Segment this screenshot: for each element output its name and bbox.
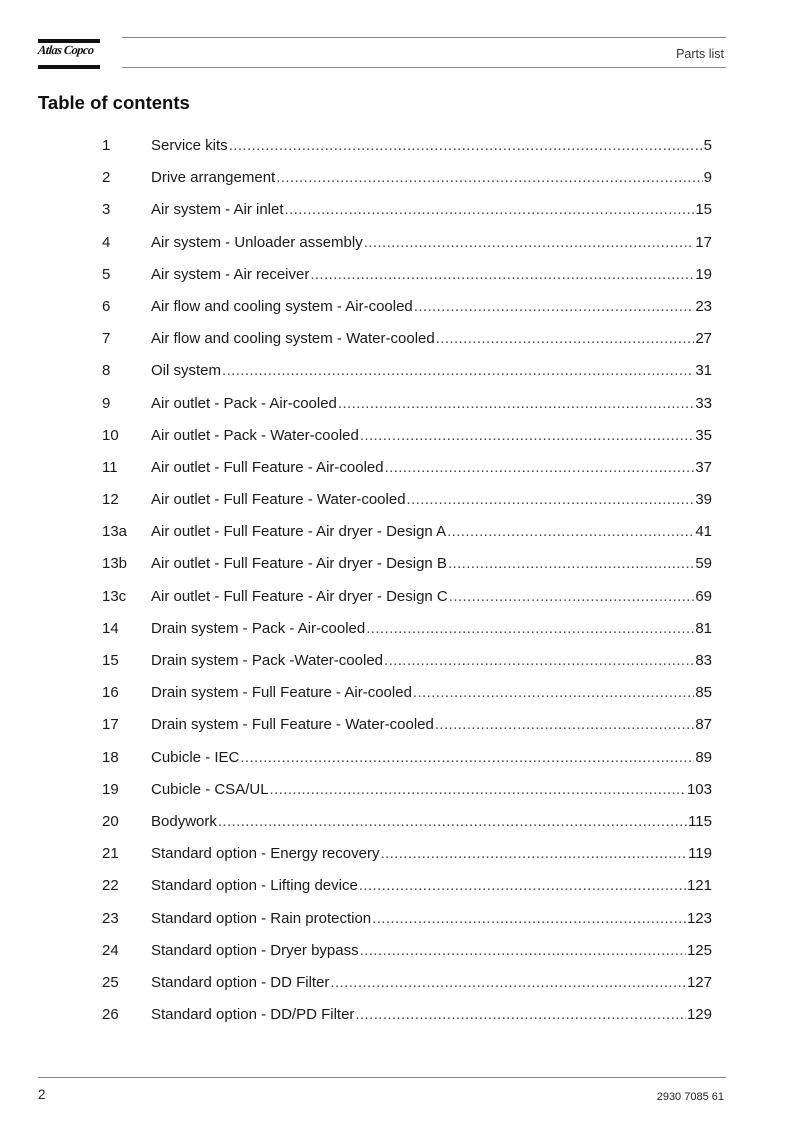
toc-entry-page: 81 — [695, 619, 712, 637]
toc-entry-number: 18 — [102, 748, 119, 766]
toc-dot-leader — [310, 259, 694, 291]
toc-entry-page: 89 — [695, 748, 712, 766]
toc-dot-leader — [355, 999, 686, 1031]
toc-entry[interactable] — [102, 806, 712, 838]
toc-entry-number: 5 — [102, 265, 111, 283]
toc-entry[interactable] — [102, 709, 712, 741]
toc-entry-page: 125 — [686, 941, 712, 959]
toc-entry-page: 17 — [695, 233, 712, 251]
toc-entry-page: 41 — [695, 523, 712, 541]
toc-dot-leader — [407, 484, 695, 516]
toc-entry-page: 33 — [695, 394, 712, 412]
toc-entry-label: Standard option - DD Filter — [151, 973, 330, 991]
toc-entry-label: Standard option - Energy recovery — [151, 845, 380, 863]
toc-entry-number: 2 — [102, 169, 111, 187]
toc-entry-number: 21 — [102, 845, 119, 863]
toc-entry-label: Standard option - Rain protection — [151, 909, 372, 927]
toc-entry-label: Standard option - DD/PD Filter — [151, 1006, 355, 1024]
toc-entry-label: Drain system - Pack -Water-cooled — [151, 652, 384, 669]
toc-entry-page: 37 — [695, 458, 712, 476]
toc-entry[interactable] — [102, 130, 712, 162]
toc-entry-page: 85 — [695, 684, 712, 702]
toc-entry-label: Air outlet - Full Feature - Air dryer - Design C — [151, 587, 448, 605]
toc-entry-label: Air outlet - Full Feature - Air dryer - Design A — [151, 523, 447, 541]
toc-entry-label: Air flow and cooling system - Air-cooled — [151, 297, 413, 315]
toc-entry[interactable] — [102, 581, 712, 613]
toc-entry-page: 83 — [695, 652, 712, 669]
toc-dot-leader — [360, 420, 694, 452]
toc-entry-number: 12 — [102, 491, 119, 509]
page-number: 2 — [38, 1087, 46, 1102]
toc-entry[interactable] — [102, 388, 712, 420]
toc-entry-number: 22 — [102, 877, 119, 895]
toc-entry[interactable] — [102, 870, 712, 902]
atlas-copco-logo — [38, 37, 100, 67]
toc-dot-leader — [384, 645, 694, 677]
toc-dot-leader — [218, 806, 687, 838]
toc-dot-leader — [385, 452, 695, 484]
toc-entry-label: Air system - Air receiver — [151, 265, 310, 283]
toc-entry-number: 14 — [102, 619, 119, 637]
header-top-rule — [122, 37, 726, 38]
toc-entry-page: 5 — [703, 137, 712, 154]
toc-entry-number: 24 — [102, 941, 119, 959]
toc-entry[interactable] — [102, 420, 712, 452]
toc-entry-label: Service kits — [151, 137, 228, 154]
toc-dot-leader — [366, 613, 694, 645]
toc-entry-page: 69 — [695, 587, 712, 605]
toc-entry[interactable] — [102, 677, 712, 709]
toc-entry-page: 35 — [695, 426, 712, 444]
toc-entry-label: Air outlet - Full Feature - Air dryer - Design B — [151, 555, 447, 573]
toc-entry[interactable] — [102, 355, 712, 387]
toc-entry-label: Drain system - Pack - Air-cooled — [151, 619, 366, 637]
toc-entry-label: Standard option - Dryer bypass — [151, 941, 359, 959]
toc-entry[interactable] — [102, 774, 712, 806]
toc-entry[interactable] — [102, 259, 712, 291]
document-number: 2930 7085 61 — [656, 1091, 724, 1103]
toc-dot-leader — [330, 967, 686, 999]
toc-entry-page: 103 — [686, 780, 712, 798]
toc-entry-page: 31 — [695, 362, 712, 380]
toc-dot-leader — [285, 194, 695, 226]
toc-entry-number: 13b — [102, 555, 128, 573]
toc-entry-number: 7 — [102, 330, 111, 348]
toc-entry[interactable] — [102, 838, 712, 870]
brand-name: Atlas Copco — [37, 43, 95, 57]
toc-dot-leader — [270, 774, 686, 806]
toc-entry[interactable] — [102, 484, 712, 516]
page-title: Table of contents — [38, 92, 190, 113]
toc-entry-page: 129 — [686, 1006, 712, 1024]
toc-entry-page: 123 — [686, 909, 712, 927]
toc-entry-page: 121 — [686, 877, 712, 895]
toc-entry[interactable] — [102, 967, 712, 999]
toc-entry-number: 17 — [102, 716, 119, 734]
toc-entry-page: 19 — [695, 265, 712, 283]
toc-entry-number: 10 — [102, 426, 119, 444]
toc-entry[interactable] — [102, 452, 712, 484]
toc-entry-page: 87 — [695, 716, 712, 734]
toc-entry[interactable] — [102, 227, 712, 259]
toc-entry-number: 8 — [102, 362, 111, 380]
toc-entry-number: 1 — [102, 137, 111, 154]
toc-entry[interactable] — [102, 323, 712, 355]
toc-dot-leader — [448, 548, 694, 580]
toc-entry-page: 59 — [695, 555, 712, 573]
toc-entry-number: 20 — [102, 812, 119, 830]
toc-entry-label: Cubicle - IEC — [151, 748, 240, 766]
toc-entry-number: 4 — [102, 233, 111, 251]
toc-entry-number: 15 — [102, 652, 119, 669]
toc-entry-page: 119 — [688, 845, 712, 863]
document-type: Parts list — [676, 47, 724, 61]
toc-dot-leader — [414, 291, 695, 323]
toc-entry-label: Air system - Air inlet — [151, 201, 284, 219]
toc-entry[interactable] — [102, 291, 712, 323]
toc-dot-leader — [222, 355, 694, 387]
toc-entry-label: Drain system - Full Feature - Air-cooled — [151, 684, 412, 702]
toc-entry[interactable] — [102, 999, 712, 1031]
toc-entry[interactable] — [102, 162, 712, 194]
toc-entry-page: 15 — [695, 201, 712, 219]
header-bottom-rule — [122, 67, 726, 68]
toc-entry[interactable] — [102, 742, 712, 774]
toc-entry-number: 11 — [102, 458, 118, 476]
toc-entry-label: Air outlet - Pack - Water-cooled — [151, 426, 359, 444]
toc-entry[interactable] — [102, 645, 712, 677]
toc-entry[interactable] — [102, 903, 712, 935]
toc-entry-label: Air outlet - Full Feature - Air-cooled — [151, 458, 384, 476]
toc-entry-number: 13a — [102, 523, 128, 541]
toc-entry-number: 6 — [102, 297, 111, 315]
toc-entry-label: Drive arrangement — [151, 169, 276, 187]
toc-entry-label: Oil system — [151, 362, 222, 380]
toc-entry-number: 9 — [102, 394, 111, 412]
toc-entry-label: Air outlet - Pack - Air-cooled — [151, 394, 337, 412]
logo-bar-bottom — [38, 65, 100, 69]
toc-entry-number: 25 — [102, 973, 119, 991]
footer-rule — [38, 1077, 726, 1078]
toc-entry[interactable] — [102, 516, 712, 548]
toc-entry-page: 27 — [695, 330, 712, 348]
toc-entry[interactable] — [102, 194, 712, 226]
toc-entry-number: 23 — [102, 909, 119, 927]
toc-dot-leader — [240, 742, 694, 774]
toc-dot-leader — [364, 227, 695, 259]
toc-entry-page: 39 — [695, 491, 712, 509]
toc-dot-leader — [436, 323, 695, 355]
toc-entry-page: 23 — [695, 297, 712, 315]
toc-entry[interactable] — [102, 548, 712, 580]
toc-entry-number: 3 — [102, 201, 111, 219]
toc-dot-leader — [359, 870, 686, 902]
toc-entry-label: Bodywork — [151, 812, 217, 830]
toc-dot-leader — [449, 581, 695, 613]
toc-entry[interactable] — [102, 935, 712, 967]
toc-entry-number: 26 — [102, 1006, 119, 1024]
toc-dot-leader — [380, 838, 687, 870]
toc-dot-leader — [372, 903, 686, 935]
toc-entry-label: Air flow and cooling system - Water-cooled — [151, 330, 435, 348]
toc-dot-leader — [338, 388, 694, 420]
toc-entry-number: 16 — [102, 684, 119, 702]
toc-entry-number: 13c — [102, 587, 127, 605]
toc-entry-page: 115 — [688, 812, 712, 830]
toc-dot-leader — [229, 130, 703, 162]
toc-entry-label: Standard option - Lifting device — [151, 877, 358, 895]
toc-entry-page: 127 — [686, 973, 712, 991]
toc-entry-label: Drain system - Full Feature - Water-cooled — [151, 716, 434, 734]
toc-dot-leader — [276, 162, 702, 194]
toc-entry[interactable] — [102, 613, 712, 645]
toc-entry-label: Cubicle - CSA/UL — [151, 780, 269, 798]
toc-entry-page: 9 — [703, 169, 712, 187]
table-of-contents — [102, 130, 712, 1031]
toc-entry-number: 19 — [102, 780, 119, 798]
toc-entry-label: Air outlet - Full Feature - Water-cooled — [151, 491, 406, 509]
toc-entry-label: Air system - Unloader assembly — [151, 233, 363, 251]
toc-dot-leader — [360, 935, 686, 967]
toc-dot-leader — [447, 516, 694, 548]
toc-dot-leader — [413, 677, 694, 709]
toc-dot-leader — [435, 709, 694, 741]
